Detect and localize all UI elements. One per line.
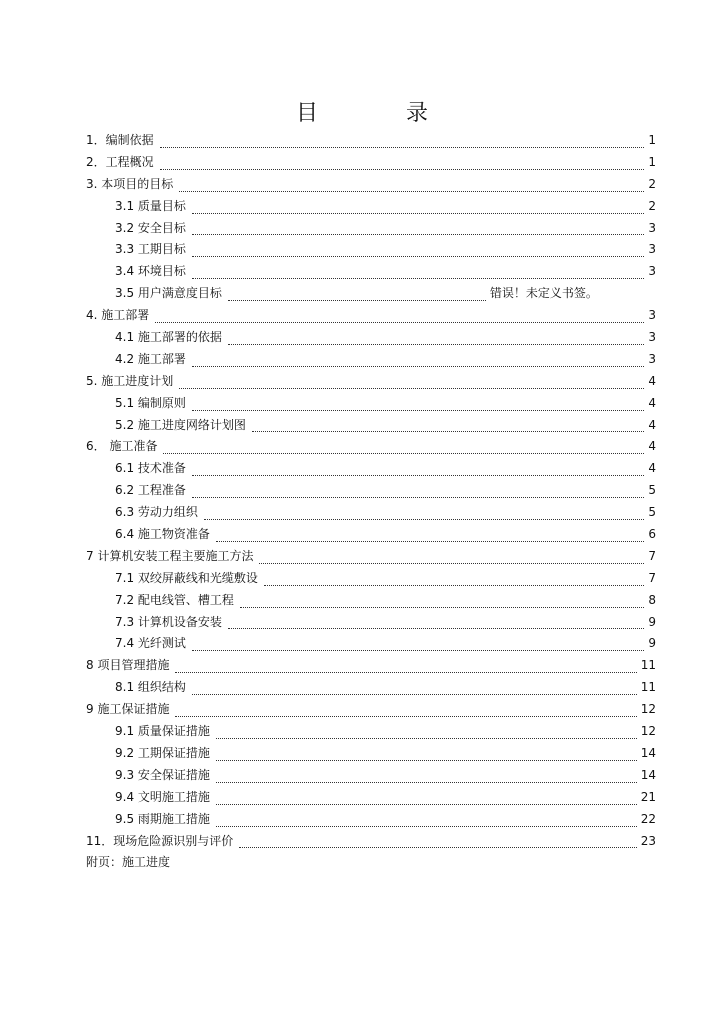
toc-leader-dots — [192, 255, 644, 257]
toc-entry-page: 3 — [648, 242, 656, 257]
toc-entry-page: 3 — [648, 220, 656, 235]
toc-entry-label: 6.1 技术准备 — [115, 461, 186, 476]
toc-entry-label: 6.2 工程准备 — [115, 483, 186, 498]
toc-entry-page: 12 — [640, 724, 656, 739]
toc-entry-label: 3.4 环境目标 — [115, 264, 186, 279]
toc-entry[interactable] — [86, 590, 656, 612]
toc-leader-dots — [216, 540, 644, 542]
toc-entry-label: 7.1 双绞屏蔽线和光缆敷设 — [115, 570, 258, 585]
toc-entry-page: 3 — [648, 264, 656, 279]
toc-leader-dots — [192, 409, 644, 411]
toc-entry[interactable] — [86, 502, 656, 524]
toc-entry[interactable] — [86, 524, 656, 546]
toc-entry-page: 4 — [648, 373, 656, 388]
toc-entry-label: 3.2 安全目标 — [115, 220, 186, 235]
toc-entry[interactable] — [86, 305, 656, 327]
toc-leader-dots — [192, 212, 644, 214]
toc-entry[interactable] — [86, 218, 656, 240]
toc-entry[interactable] — [86, 152, 656, 174]
toc-entry-label: 1．编制依据 — [86, 133, 154, 147]
toc-entry[interactable] — [86, 174, 656, 196]
toc-entry-page: 2 — [648, 198, 656, 213]
toc-entry-page: 5 — [648, 505, 656, 520]
toc-entry[interactable] — [86, 283, 656, 305]
toc-entry[interactable] — [86, 721, 656, 743]
toc-leader-dots — [216, 759, 637, 761]
toc-entry-page: 23 — [640, 833, 656, 848]
toc-entry-label: 3. 本项目的目标 — [86, 176, 174, 191]
toc-entry-label: 3.1 质量目标 — [115, 198, 186, 213]
toc-entry-label: 9.2 工期保证措施 — [115, 745, 210, 760]
toc-entry-page: 3 — [648, 308, 656, 323]
toc-entry[interactable] — [86, 787, 656, 809]
toc-entry-label: 5. 施工进度计划 — [86, 373, 174, 388]
toc-entry-page: 6 — [648, 527, 656, 542]
toc-entry-label: 5.1 编制原则 — [115, 395, 186, 410]
toc-leader-dots — [228, 299, 486, 301]
toc-entry[interactable] — [86, 371, 656, 393]
toc-entry[interactable] — [86, 633, 656, 655]
toc-entry-label: 3.5 用户满意度目标 — [115, 286, 222, 301]
toc-entry[interactable] — [86, 831, 656, 853]
toc-entry[interactable] — [86, 239, 656, 261]
toc-entry[interactable] — [86, 612, 656, 634]
toc-entry-page: 21 — [640, 789, 656, 804]
toc-leader-dots — [160, 146, 645, 148]
toc-entry[interactable] — [86, 393, 656, 415]
toc-entry-label: 4.2 施工部署 — [115, 351, 186, 366]
toc-leader-dots — [160, 168, 645, 170]
toc-entry-label: 7.4 光纤测试 — [115, 636, 186, 651]
toc-entry-page: 9 — [648, 614, 656, 629]
toc-entry[interactable] — [86, 415, 656, 437]
toc-leader-dots — [259, 562, 644, 564]
toc-leader-dots — [228, 627, 644, 629]
toc-entry-page: 11 — [640, 658, 656, 673]
toc-leader-dots — [192, 649, 644, 651]
toc-entry-label: 7 计算机安装工程主要施工方法 — [86, 548, 254, 563]
toc-list — [86, 130, 656, 874]
toc-entry[interactable] — [86, 568, 656, 590]
toc-leader-dots — [204, 518, 644, 520]
toc-entry[interactable] — [86, 261, 656, 283]
toc-entry-label: 9.5 雨期施工措施 — [115, 811, 210, 826]
toc-entry-page: 4 — [648, 439, 656, 454]
toc-entry-label: 9.4 文明施工措施 — [115, 789, 210, 804]
toc-entry-page: 14 — [640, 745, 656, 760]
toc-leader-dots — [239, 846, 636, 848]
toc-entry-label: 4.1 施工部署的依据 — [115, 330, 222, 345]
toc-entry[interactable] — [86, 743, 656, 765]
toc-entry-page: 1 — [648, 154, 656, 169]
toc-entry-page: 4 — [648, 395, 656, 410]
toc-leader-dots — [216, 803, 637, 805]
toc-leader-dots — [155, 321, 644, 323]
toc-entry-label: 2．工程概况 — [86, 154, 154, 169]
toc-entry-label: 11．现场危险源识别与评价 — [86, 833, 234, 848]
toc-entry-label: 6.3 劳动力组织 — [115, 505, 198, 520]
toc-entry-page: 12 — [640, 702, 656, 717]
toc-entry-label: 4. 施工部署 — [86, 308, 150, 323]
toc-entry[interactable] — [86, 480, 656, 502]
toc-leader-dots — [252, 430, 644, 432]
toc-entry-label: 9.1 质量保证措施 — [115, 724, 210, 739]
toc-entry-label: 6． 施工准备 — [86, 439, 158, 454]
toc-title: 目 录 — [295, 101, 428, 126]
toc-leader-dots — [192, 277, 644, 279]
toc-leader-dots — [192, 474, 644, 476]
toc-entry-page: 1 — [648, 133, 656, 147]
toc-entry-label: 8 项目管理措施 — [86, 658, 170, 673]
toc-entry[interactable] — [86, 436, 656, 458]
toc-entry-label: 7.3 计算机设备安装 — [115, 614, 222, 629]
toc-entry[interactable] — [86, 458, 656, 480]
toc-entry-label: 9 施工保证措施 — [86, 702, 170, 717]
toc-entry-page: 2 — [648, 176, 656, 191]
toc-entry[interactable] — [86, 677, 656, 699]
toc-leader-dots — [216, 825, 637, 827]
toc-entry-page: 11 — [640, 680, 656, 695]
toc-entry-page: 22 — [640, 811, 656, 826]
toc-leader-dots — [240, 606, 644, 608]
toc-entry-page: 7 — [648, 548, 656, 563]
toc-entry-page: 14 — [640, 767, 656, 782]
toc-entry[interactable] — [86, 130, 656, 152]
toc-entry[interactable] — [86, 655, 656, 677]
toc-entry[interactable] — [86, 349, 656, 371]
toc-entry-page: 4 — [648, 417, 656, 432]
toc-entry-label: 6.4 施工物资准备 — [115, 527, 210, 542]
toc-leader-dots — [175, 715, 636, 717]
toc-entry-label: 5.2 施工进度网络计划图 — [115, 417, 246, 432]
toc-leader-dots — [179, 190, 644, 192]
toc-leader-dots — [192, 233, 644, 235]
toc-entry-label: 3.3 工期目标 — [115, 242, 186, 257]
appendix-line: 附页：施工进度 — [86, 855, 171, 870]
toc-entry-page: 3 — [648, 330, 656, 345]
toc-entry-page: 5 — [648, 483, 656, 498]
toc-entry[interactable] — [86, 699, 656, 721]
toc-entry-page: 8 — [648, 592, 656, 607]
toc-entry-page: 错误！未定义书签。 — [489, 286, 598, 301]
toc-entry-page: 9 — [648, 636, 656, 651]
toc-entry[interactable] — [86, 809, 656, 831]
toc-entry[interactable] — [86, 196, 656, 218]
toc-leader-dots — [163, 452, 644, 454]
toc-entry-label: 7.2 配电线管、槽工程 — [115, 592, 234, 607]
toc-leader-dots — [264, 584, 644, 586]
toc-leader-dots — [175, 671, 636, 673]
toc-leader-dots — [228, 343, 644, 345]
toc-entry[interactable] — [86, 765, 656, 787]
toc-entry-label: 8.1 组织结构 — [115, 680, 186, 695]
toc-leader-dots — [216, 737, 637, 739]
toc-entry-label: 9.3 安全保证措施 — [115, 767, 210, 782]
toc-entry[interactable] — [86, 546, 656, 568]
toc-leader-dots — [192, 693, 637, 695]
toc-entry-page: 4 — [648, 461, 656, 476]
toc-entry-page: 3 — [648, 351, 656, 366]
toc-entry-page: 7 — [648, 570, 656, 585]
toc-leader-dots — [179, 387, 644, 389]
toc-leader-dots — [192, 496, 644, 498]
toc-leader-dots — [192, 365, 644, 367]
toc-entry[interactable] — [86, 327, 656, 349]
toc-leader-dots — [216, 781, 637, 783]
